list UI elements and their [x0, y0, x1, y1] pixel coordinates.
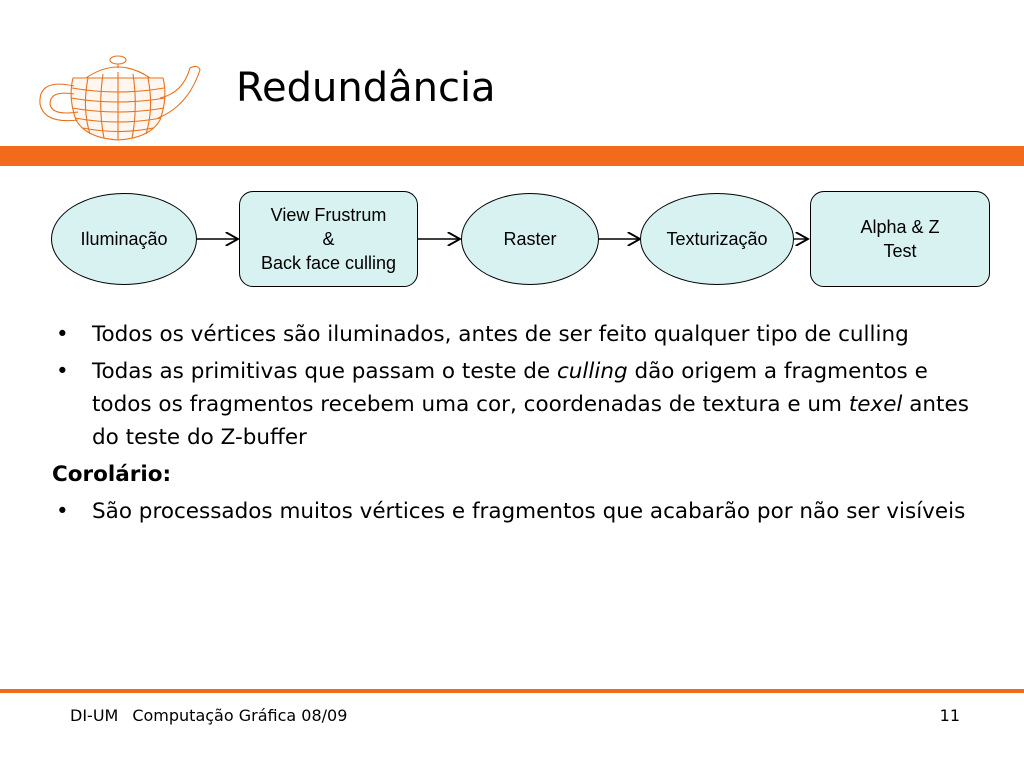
node-alpha-z-test — [810, 191, 990, 287]
node-texturizacao — [640, 193, 794, 285]
bullet-text-part: dão origem a fragmentos e todos os fragmentos recebem uma cor, coordenadas de textura e um — [92, 359, 928, 417]
pipeline-diagram — [0, 185, 1024, 290]
slide-content — [52, 318, 972, 532]
footer-org: DI-UM — [70, 706, 119, 725]
bullet-text-part: Todas as primitivas que passam o teste de — [92, 359, 557, 384]
title-divider-bar — [0, 146, 1024, 166]
bullet-item — [52, 318, 972, 351]
bullet-symbol: • — [56, 322, 69, 347]
page-number: 11 — [939, 706, 960, 725]
node-raster — [461, 193, 599, 285]
bullet-text-part: antes do teste do Z-buffer — [92, 392, 969, 450]
bullet-text: Todos os vértices são iluminados, antes de ser feito qualquer tipo de culling — [92, 322, 909, 347]
bullet-symbol: • — [56, 499, 69, 524]
bullet-symbol: • — [56, 359, 69, 384]
bullet-emphasis: culling — [556, 359, 628, 384]
node-label: Alpha & Z Test — [860, 216, 940, 261]
node-view-frustrum — [239, 191, 418, 287]
corollary-heading: Corolário: — [52, 462, 172, 487]
bullet-item — [52, 355, 972, 454]
bullet-emphasis: texel — [848, 392, 903, 417]
node-label: Raster — [503, 228, 557, 249]
node-label: Texturização — [666, 228, 768, 249]
node-iluminacao — [51, 193, 197, 285]
wireframe-teapot-icon — [28, 38, 208, 150]
footer-course: Computação Gráfica 08/09 — [132, 706, 348, 725]
bullet-text: São processados muitos vértices e fragmentos que acabarão por não ser visíveis — [92, 499, 966, 524]
node-label: View Frustrum & Back face culling — [260, 204, 397, 274]
footer-divider-bar — [0, 689, 1024, 693]
slide-title: Redundância — [236, 65, 496, 111]
footer-info — [70, 706, 347, 725]
bullet-item — [52, 495, 972, 528]
node-label: Iluminação — [80, 228, 168, 249]
